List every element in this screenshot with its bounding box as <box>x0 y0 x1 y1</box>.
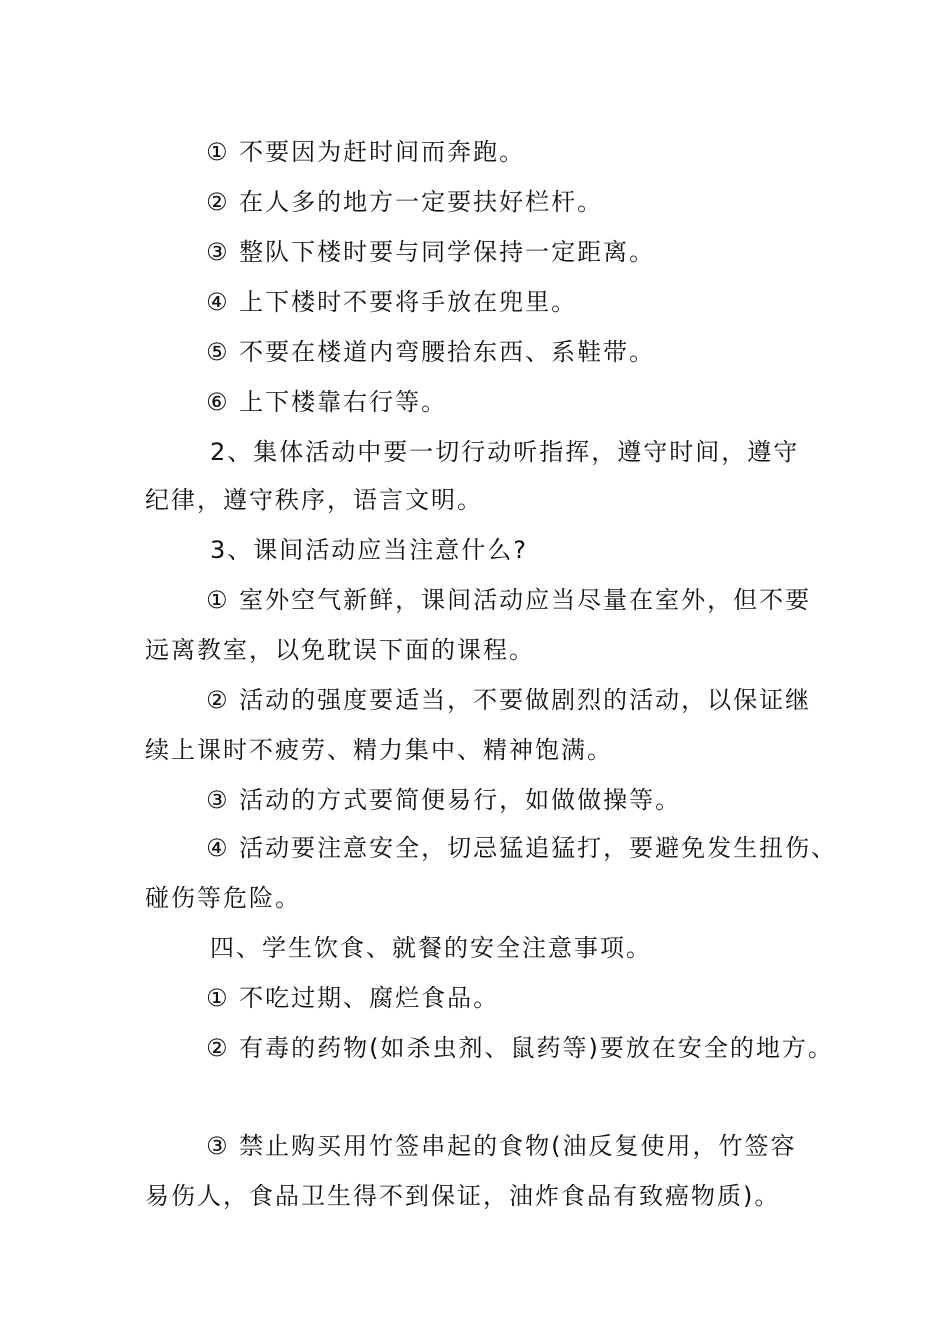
section-4-heading: 四、学生饮食、就餐的安全注意事项。 <box>210 934 652 962</box>
food-rule-3: ③ 禁止购买用竹签串起的食物(油反复使用，竹签容 <box>206 1132 797 1160</box>
food-rule-1: ① 不吃过期、腐烂食品。 <box>206 984 500 1012</box>
food-rule-3-continuation: 易伤人，食品卫生得不到保证，油炸食品有致癌物质)。 <box>145 1182 781 1210</box>
food-rule-2: ② 有毒的药物(如杀虫剂、鼠药等)要放在安全的地方。 <box>206 1034 834 1062</box>
break-rule-4: ④ 活动要注意安全，切忌猛追猛打，要避免发生扭伤、 <box>206 834 838 862</box>
break-rule-2: ② 活动的强度要适当，不要做剧烈的活动，以保证继 <box>206 686 812 714</box>
stair-rule-1: ① 不要因为赶时间而奔跑。 <box>206 138 526 166</box>
break-rule-4-continuation: 碰伤等危险。 <box>145 884 301 912</box>
stair-rule-5: ⑤ 不要在楼道内弯腰拾东西、系鞋带。 <box>206 338 656 366</box>
break-rule-3: ③ 活动的方式要简便易行，如做做操等。 <box>206 786 682 814</box>
section-2-continuation: 纪律，遵守秩序，语言文明。 <box>145 486 483 514</box>
stair-rule-3: ③ 整队下楼时要与同学保持一定距离。 <box>206 238 656 266</box>
section-3-heading: 3、课间活动应当注意什么? <box>210 536 529 564</box>
section-2-heading: 2、集体活动中要一切行动听指挥，遵守时间，遵守 <box>210 438 800 466</box>
break-rule-1-continuation: 远离教室，以免耽误下面的课程。 <box>145 636 535 664</box>
stair-rule-6: ⑥ 上下楼靠右行等。 <box>206 388 448 416</box>
stair-rule-2: ② 在人多的地方一定要扶好栏杆。 <box>206 188 604 216</box>
break-rule-2-continuation: 续上课时不疲劳、精力集中、精神饱满。 <box>145 736 613 764</box>
stair-rule-4: ④ 上下楼时不要将手放在兜里。 <box>206 288 578 316</box>
break-rule-1: ① 室外空气新鲜，课间活动应当尽量在室外，但不要 <box>206 586 812 614</box>
